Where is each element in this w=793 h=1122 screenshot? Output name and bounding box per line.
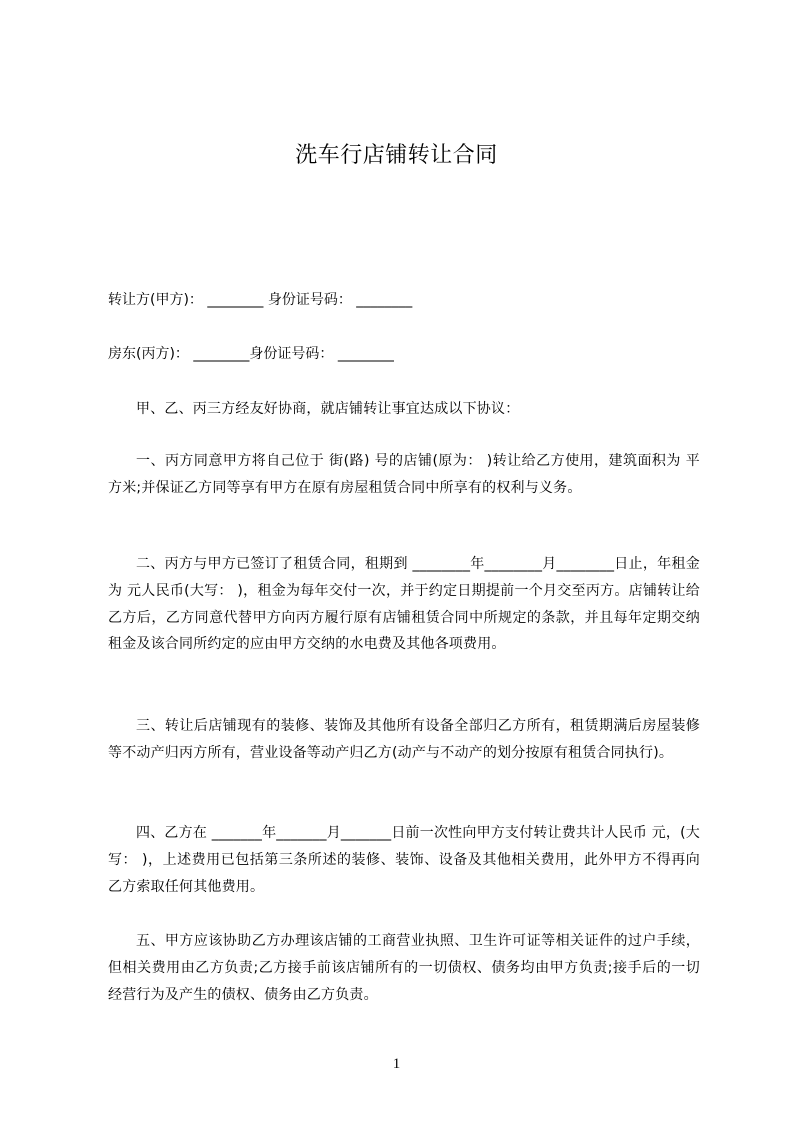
clause-2: 二、丙方与甲方已签订了租赁合同，租期到 ________年________月________日止，年租金为 元人民币(大写： )，租金为每年交付一次，并于约定日期提前一个月交至丙方。店铺转让给乙方后，乙方同意代替甲方向丙方履行原有店铺租赁合同中所规定的条款，并且每年定期交纳租金及该合同所约定的应由甲方交纳的水电费及其他各项费用。 bbox=[108, 556, 700, 653]
clause-5: 五、甲方应该协助乙方办理该店铺的工商营业执照、卫生许可证等相关证件的过户手续，但相关费用由乙方负责;乙方接手前该店铺所有的一切债权、债务均由甲方负责;接手后的一切经营行为及产生的债权、债务由乙方负责。 bbox=[108, 933, 700, 1003]
clause-1: 一、丙方同意甲方将自己位于 街(路) 号的店铺(原为： )转让给乙方使用，建筑面积为 平方米;并保证乙方同等享有甲方在原有房屋租赁合同中所享有的权利与义务。 bbox=[108, 453, 700, 496]
intro-paragraph: 甲、乙、丙三方经友好协商，就店铺转让事宜达成以下协议： bbox=[136, 401, 520, 417]
clause-4: 四、乙方在 _______年_______月_______日前一次性向甲方支付转让费共计人民币 元，(大写： )，上述费用已包括第三条所述的装修、装饰、设备及其他相关费用，此外甲方不得再向乙方索取任何其他费用。 bbox=[108, 825, 700, 895]
clause-3: 三、转让后店铺现有的装修、装饰及其他所有设备全部归乙方所有，租赁期满后房屋装修等不动产归丙方所有，营业设备等动产归乙方(动产与不动产的划分按原有租赁合同执行)。 bbox=[108, 718, 700, 761]
page-number: 1 bbox=[392, 1056, 401, 1072]
transferor-line: 转让方(甲方)： ________ 身份证号码： ________ bbox=[108, 292, 413, 308]
document-title: 洗车行店铺转让合同 bbox=[295, 143, 498, 168]
landlord-line: 房东(丙方)： ________身份证号码： ________ bbox=[108, 346, 394, 362]
